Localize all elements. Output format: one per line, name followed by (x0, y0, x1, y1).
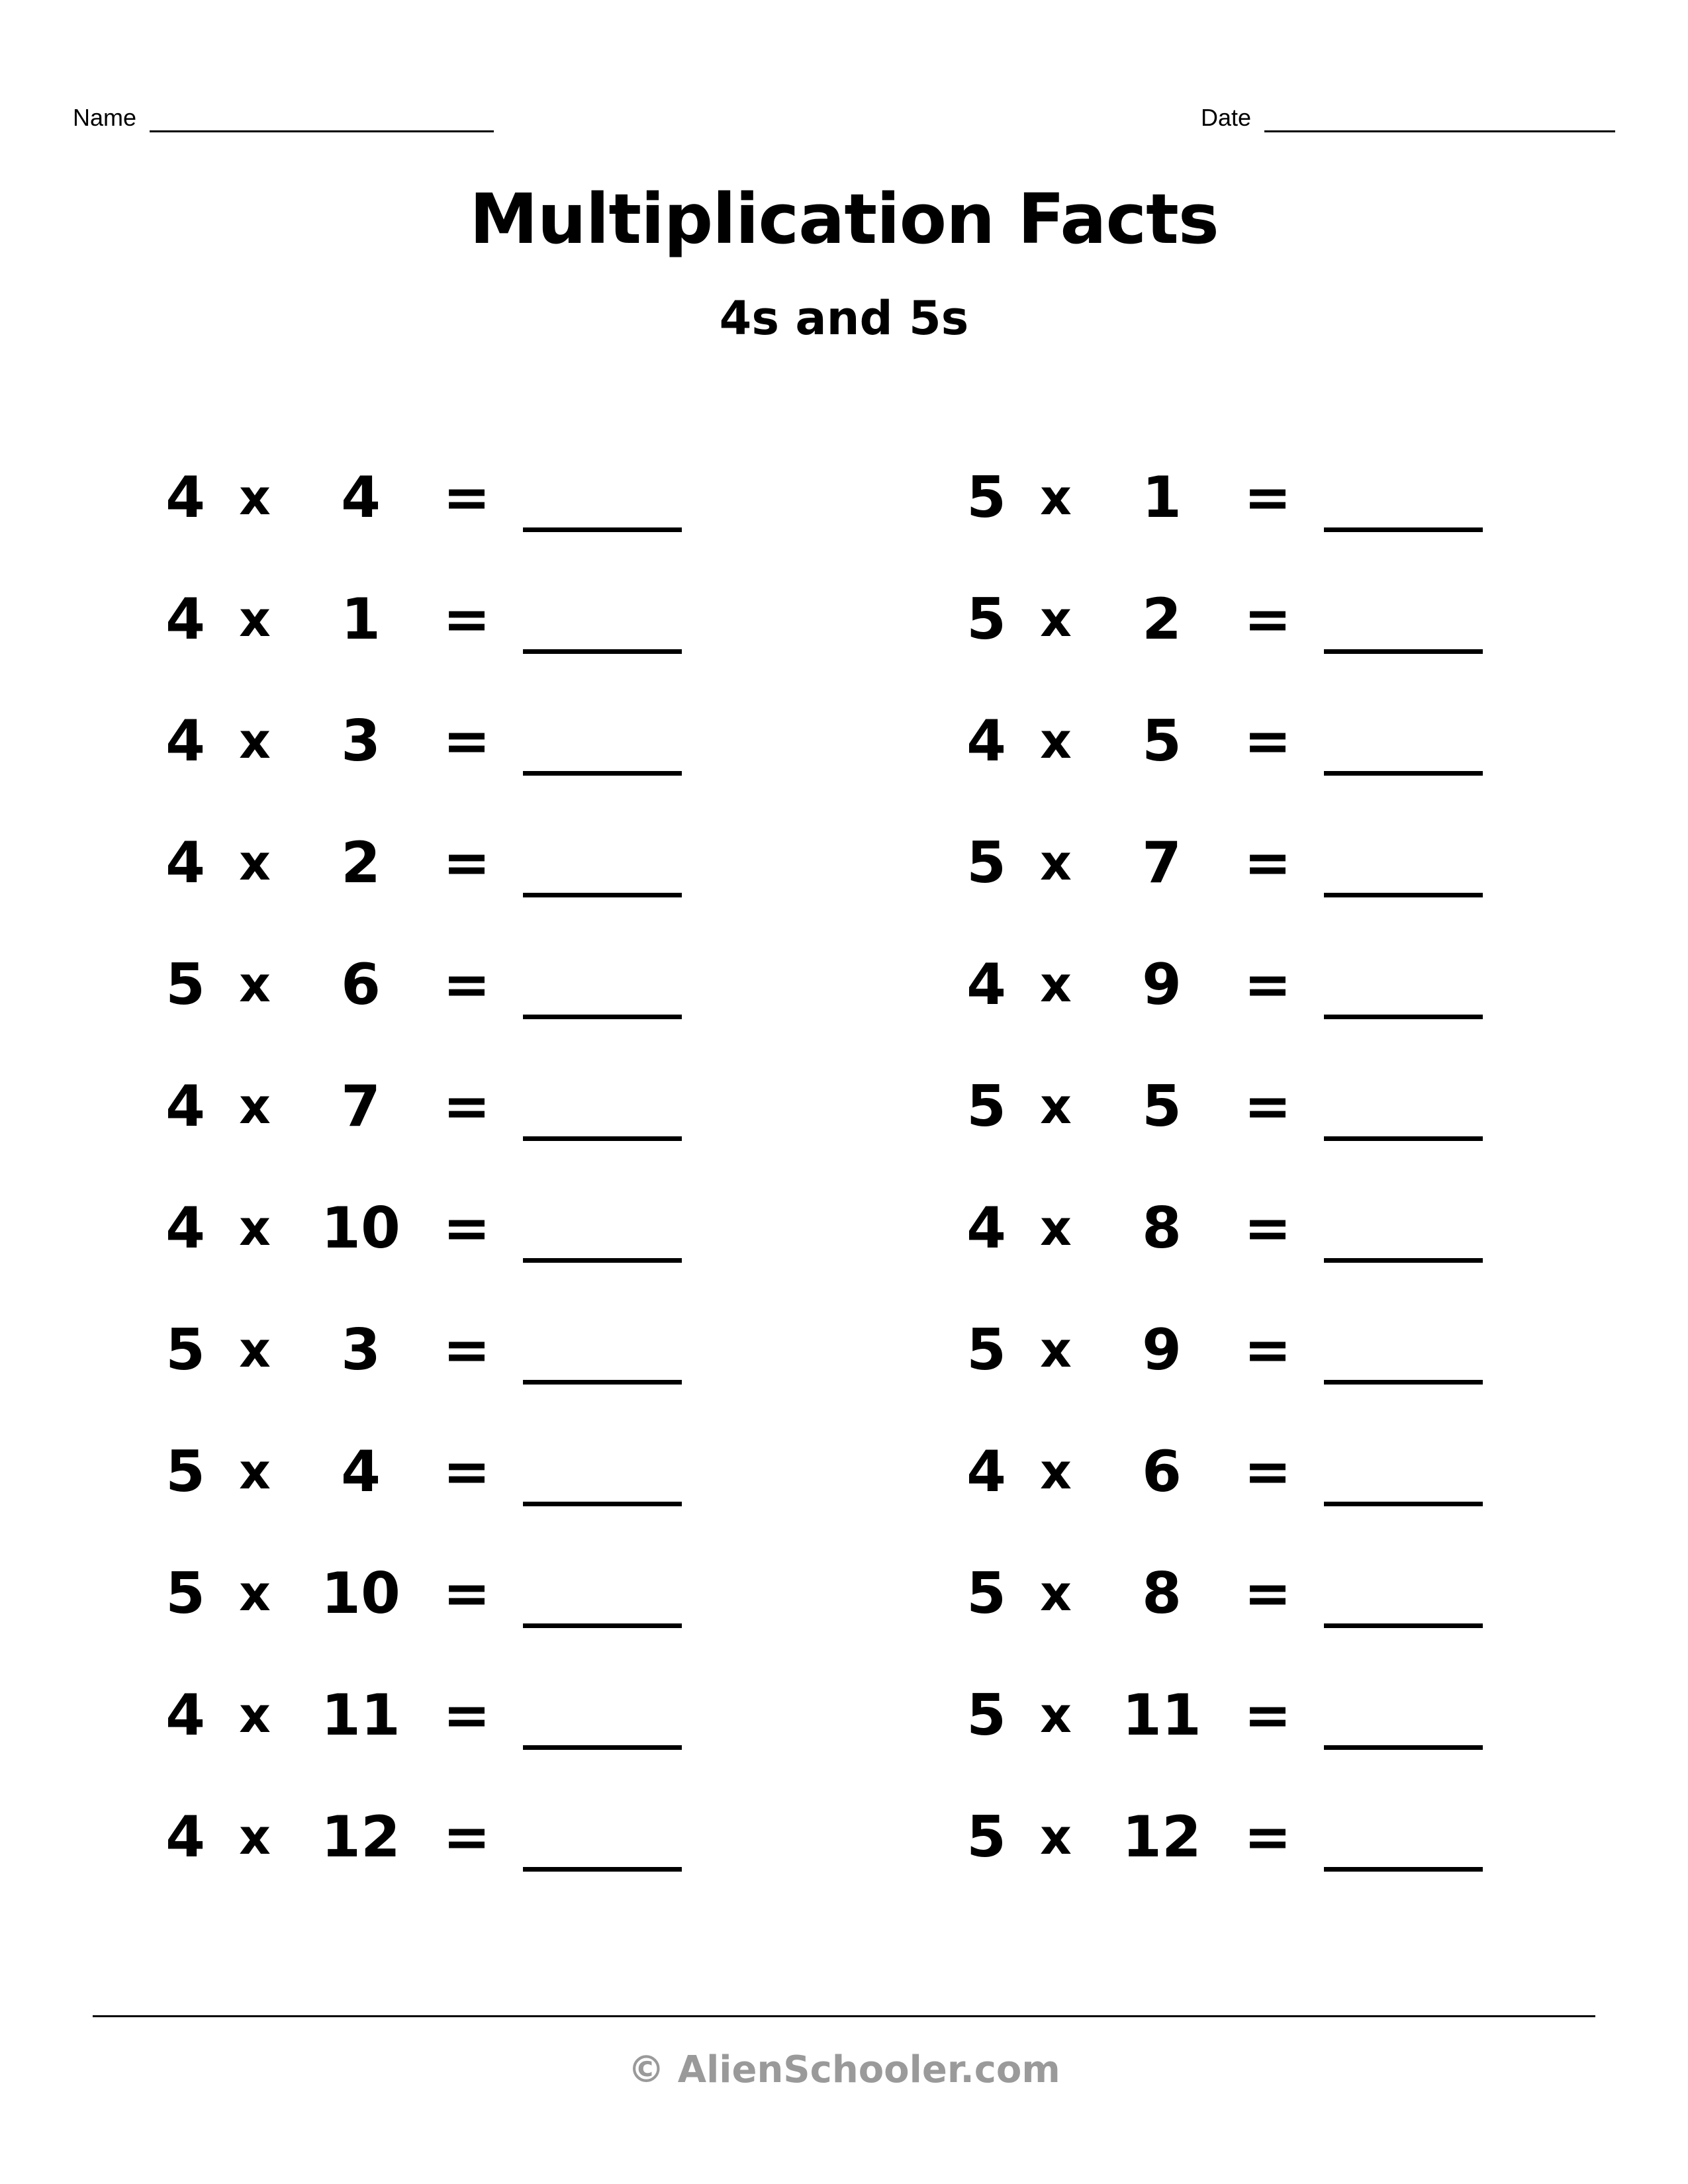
problem-row (73, 1167, 814, 1289)
multiply-icon: x (1040, 956, 1072, 1013)
answer-blank[interactable] (523, 707, 682, 776)
answer-blank[interactable] (523, 464, 682, 532)
problem-row (73, 924, 814, 1046)
equals-icon: = (1243, 586, 1292, 653)
factor-b: 2 (341, 830, 381, 896)
multiply-icon: x (239, 591, 271, 648)
multiply-icon: x (1040, 1809, 1072, 1866)
answer-blank[interactable] (523, 1560, 682, 1628)
multiply-icon: x (239, 1443, 271, 1500)
problem-row (874, 559, 1615, 680)
problem-row (874, 1776, 1615, 1898)
multiply-icon: x (239, 1078, 271, 1135)
equals-icon: = (442, 708, 491, 774)
factor-b: 11 (321, 1682, 400, 1749)
multiply-icon: x (239, 835, 271, 891)
factor-a: 5 (966, 1682, 1006, 1749)
factor-b: 7 (1142, 830, 1182, 896)
page-subtitle: 4s and 5s (719, 291, 969, 345)
answer-blank[interactable] (1324, 1682, 1483, 1750)
factor-a: 4 (165, 830, 205, 896)
equals-icon: = (1243, 830, 1292, 896)
equals-icon: = (1243, 1317, 1292, 1383)
name-label: Name (73, 104, 137, 131)
problem-row (73, 1776, 814, 1898)
equals-icon: = (1243, 952, 1292, 1018)
problem-row (874, 1411, 1615, 1533)
multiply-icon: x (1040, 713, 1072, 770)
multiply-icon: x (239, 469, 271, 526)
footer-divider (93, 2015, 1595, 2017)
problem-row (73, 559, 814, 680)
factor-b: 9 (1142, 952, 1182, 1018)
multiply-icon: x (1040, 1443, 1072, 1500)
answer-blank[interactable] (523, 829, 682, 897)
answer-blank[interactable] (1324, 1438, 1483, 1506)
date-field[interactable] (1201, 106, 1615, 132)
multiply-icon: x (239, 713, 271, 770)
answer-blank[interactable] (1324, 1316, 1483, 1385)
multiply-icon: x (1040, 1565, 1072, 1622)
equals-icon: = (1243, 1439, 1292, 1505)
problem-row (874, 1655, 1615, 1776)
problem-row (874, 680, 1615, 802)
factor-a: 5 (966, 830, 1006, 896)
name-write-line[interactable] (150, 124, 494, 132)
factor-a: 4 (165, 708, 205, 774)
answer-blank[interactable] (1324, 1803, 1483, 1872)
factor-b: 10 (321, 1195, 400, 1261)
equals-icon: = (442, 586, 491, 653)
answer-blank[interactable] (1324, 829, 1483, 897)
answer-blank[interactable] (523, 1073, 682, 1141)
factor-b: 8 (1142, 1195, 1182, 1261)
problem-row (874, 1046, 1615, 1167)
problem-row (73, 1533, 814, 1655)
factor-b: 7 (341, 1073, 381, 1140)
factor-a: 4 (966, 708, 1006, 774)
factor-a: 4 (165, 1682, 205, 1749)
factor-a: 4 (966, 1439, 1006, 1505)
equals-icon: = (442, 465, 491, 531)
problem-row (874, 1289, 1615, 1411)
problem-row (874, 924, 1615, 1046)
factor-a: 4 (165, 1804, 205, 1870)
equals-icon: = (1243, 1804, 1292, 1870)
multiply-icon: x (1040, 1200, 1072, 1257)
multiply-icon: x (239, 1565, 271, 1622)
factor-b: 12 (1122, 1804, 1201, 1870)
multiply-icon: x (239, 1200, 271, 1257)
equals-icon: = (1243, 1073, 1292, 1140)
factor-a: 4 (966, 1195, 1006, 1261)
equals-icon: = (442, 1195, 491, 1261)
answer-blank[interactable] (1324, 464, 1483, 532)
equals-icon: = (442, 1561, 491, 1627)
factor-b: 6 (1142, 1439, 1182, 1505)
equals-icon: = (442, 1073, 491, 1140)
equals-icon: = (1243, 1561, 1292, 1627)
problem-row (73, 1046, 814, 1167)
equals-icon: = (1243, 465, 1292, 531)
factor-b: 9 (1142, 1317, 1182, 1383)
footer-credit: © AlienSchooler.com (628, 2048, 1060, 2091)
date-write-line[interactable] (1264, 124, 1615, 132)
multiply-icon: x (1040, 1322, 1072, 1379)
multiply-icon: x (239, 1809, 271, 1866)
problem-column-left (73, 437, 814, 1898)
problem-row (73, 802, 814, 924)
factor-a: 5 (966, 586, 1006, 653)
factor-a: 5 (165, 1317, 205, 1383)
answer-blank[interactable] (523, 1316, 682, 1385)
answer-blank[interactable] (1324, 1560, 1483, 1628)
answer-blank[interactable] (1324, 951, 1483, 1019)
factor-a: 5 (966, 1561, 1006, 1627)
equals-icon: = (442, 952, 491, 1018)
factor-a: 4 (165, 586, 205, 653)
page-title: Multiplication Facts (469, 179, 1219, 259)
name-field[interactable] (73, 106, 494, 132)
factor-b: 2 (1142, 586, 1182, 653)
answer-blank[interactable] (1324, 707, 1483, 776)
factor-b: 1 (341, 586, 381, 653)
problem-row (874, 1533, 1615, 1655)
factor-b: 3 (341, 708, 381, 774)
factor-a: 5 (165, 1439, 205, 1505)
multiply-icon: x (239, 956, 271, 1013)
factor-a: 4 (165, 465, 205, 531)
problem-row (874, 437, 1615, 559)
equals-icon: = (442, 830, 491, 896)
factor-a: 4 (165, 1073, 205, 1140)
student-info-row (73, 93, 1615, 132)
answer-blank[interactable] (1324, 1195, 1483, 1263)
problem-row (73, 1655, 814, 1776)
factor-a: 5 (966, 465, 1006, 531)
problem-row (73, 1289, 814, 1411)
factor-b: 8 (1142, 1561, 1182, 1627)
equals-icon: = (1243, 1195, 1292, 1261)
factor-b: 12 (321, 1804, 400, 1870)
problem-row (73, 680, 814, 802)
problem-grid (73, 437, 1615, 1898)
multiply-icon: x (1040, 835, 1072, 891)
answer-blank[interactable] (523, 1682, 682, 1750)
equals-icon: = (1243, 1682, 1292, 1749)
factor-a: 4 (165, 1195, 205, 1261)
answer-blank[interactable] (523, 1438, 682, 1506)
equals-icon: = (442, 1439, 491, 1505)
equals-icon: = (442, 1317, 491, 1383)
answer-blank[interactable] (523, 586, 682, 654)
equals-icon: = (442, 1804, 491, 1870)
factor-a: 4 (966, 952, 1006, 1018)
date-label: Date (1200, 104, 1251, 131)
factor-b: 1 (1142, 465, 1182, 531)
factor-b: 5 (1142, 708, 1182, 774)
answer-blank[interactable] (523, 1195, 682, 1263)
factor-b: 3 (341, 1317, 381, 1383)
problem-column-right (874, 437, 1615, 1898)
factor-b: 10 (321, 1561, 400, 1627)
factor-a: 5 (966, 1804, 1006, 1870)
factor-a: 5 (165, 952, 205, 1018)
multiply-icon: x (1040, 1687, 1072, 1744)
multiply-icon: x (239, 1687, 271, 1744)
equals-icon: = (442, 1682, 491, 1749)
factor-b: 4 (341, 1439, 381, 1505)
factor-b: 6 (341, 952, 381, 1018)
answer-blank[interactable] (523, 1803, 682, 1872)
multiply-icon: x (1040, 591, 1072, 648)
factor-a: 5 (165, 1561, 205, 1627)
factor-b: 11 (1122, 1682, 1201, 1749)
multiply-icon: x (239, 1322, 271, 1379)
answer-blank[interactable] (1324, 586, 1483, 654)
factor-a: 5 (966, 1073, 1006, 1140)
answer-blank[interactable] (1324, 1073, 1483, 1141)
problem-row (874, 1167, 1615, 1289)
factor-b: 5 (1142, 1073, 1182, 1140)
factor-b: 4 (341, 465, 381, 531)
problem-row (874, 802, 1615, 924)
problem-row (73, 1411, 814, 1533)
multiply-icon: x (1040, 1078, 1072, 1135)
problem-row (73, 437, 814, 559)
equals-icon: = (1243, 708, 1292, 774)
multiply-icon: x (1040, 469, 1072, 526)
answer-blank[interactable] (523, 951, 682, 1019)
factor-a: 5 (966, 1317, 1006, 1383)
